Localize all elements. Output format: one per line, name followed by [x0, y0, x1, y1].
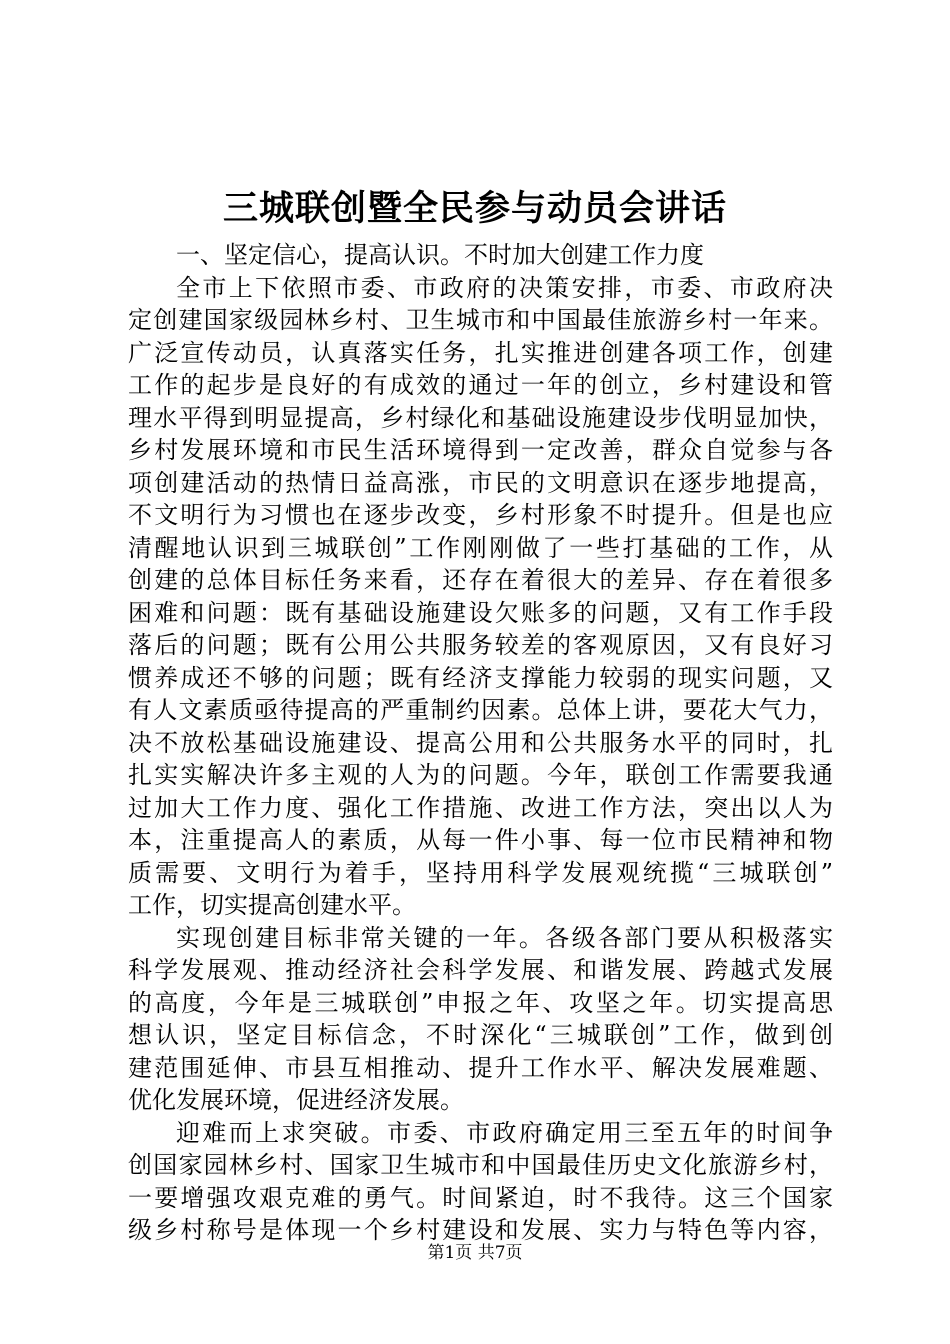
paragraph-1: [128, 272, 833, 922]
paragraph-line: 清醒地认识到三城联创”工作刚刚做了一些打基础的工作，从: [128, 533, 833, 562]
paragraph-line: 困难和问题：既有基础设施建设欠账多的问题，又有工作手段: [128, 598, 833, 627]
paragraph-line: 迎难而上求突破。市委、市政府确定用三至五年的时间争: [176, 1118, 833, 1147]
document-title: 三城联创暨全民参与动员会讲话: [222, 188, 727, 229]
paragraph-line: 创国家园林乡村、国家卫生城市和中国最佳历史文化旅游乡村，: [128, 1151, 833, 1179]
paragraph-line: 科学发展观、推动经济社会科学发展、和谐发展、跨越式发展: [128, 956, 833, 984]
paragraph-line: 有人文素质亟待提高的严重制约因素。总体上讲，要花大气力，: [128, 696, 833, 724]
paragraph-line: 乡村发展环境和市民生活环境得到一定改善，群众自觉参与各: [128, 436, 833, 464]
paragraph-line: 项创建活动的热情日益高涨，市民的文明意识在逐步地提高，: [128, 468, 833, 497]
paragraph-line: 本，注重提高人的素质，从每一件小事、每一位市民精神和物: [128, 826, 833, 854]
paragraph-line: 级乡村称号是体现一个乡村建设和发展、实力与特色等内容，: [128, 1216, 833, 1244]
paragraph-line: 全市上下依照市委、市政府的决策安排，市委、市政府决: [176, 273, 833, 302]
section-heading: 一、坚定信心，提高认识。不时加大创建工作力度: [176, 241, 704, 269]
paragraph-line: 建范围延伸、市县互相推动、提升工作水平、解决发展难题、: [128, 1053, 833, 1082]
paragraph-line: 的高度，今年是三城联创”申报之年、攻坚之年。切实提高思: [128, 988, 833, 1017]
paragraph-line: 想认识，坚定目标信念，不时深化“三城联创”工作，做到创: [128, 1021, 833, 1049]
paragraph-2: [128, 922, 833, 1117]
paragraph-line: 扎实实解决许多主观的人为的问题。今年，联创工作需要我通: [128, 761, 833, 789]
paragraph-3: [128, 1117, 833, 1247]
paragraph-line: 质需要、文明行为着手，坚持用科学发展观统揽“三城联创”: [128, 858, 833, 887]
paragraph-line: 工作，切实提高创建水平。: [128, 891, 416, 919]
paragraph-line: 过加大工作力度、强化工作措施、改进工作方法，突出以人为: [128, 793, 833, 822]
paragraph-line: 一要增强攻艰克难的勇气。时间紧迫，时不我待。这三个国家: [128, 1183, 833, 1212]
paragraph-line: 不文明行为习惯也在逐步改变，乡村形象不时提升。但是也应: [128, 501, 833, 529]
paragraph-line: 定创建国家级园林乡村、卫生城市和中国最佳旅游乡村一年来。: [128, 306, 833, 334]
paragraph-line: 理水平得到明显提高，乡村绿化和基础设施建设步伐明显加快，: [128, 403, 833, 432]
paragraph-line: 广泛宣传动员，认真落实任务，扎实推进创建各项工作，创建: [128, 338, 833, 367]
document-body: [128, 239, 833, 1247]
paragraph-line: 落后的问题；既有公用公共服务较差的客观原因，又有良好习: [128, 631, 833, 659]
paragraph-line: 实现创建目标非常关键的一年。各级各部门要从积极落实: [176, 923, 833, 952]
paragraph-line: 工作的起步是良好的有成效的通过一年的创立，乡村建设和管: [128, 371, 833, 399]
paragraph-line: 优化发展环境，促进经济发展。: [128, 1086, 464, 1114]
paragraph-line: 决不放松基础设施建设、提高公用和公共服务水平的同时，扎: [128, 728, 833, 757]
paragraph-line: 创建的总体目标任务来看，还存在着很大的差异、存在着很多: [128, 566, 833, 594]
page-indicator: 第1页 共7页: [427, 1243, 523, 1263]
paragraph-line: 惯养成还不够的问题；既有经济支撑能力较弱的现实问题，又: [128, 663, 833, 692]
